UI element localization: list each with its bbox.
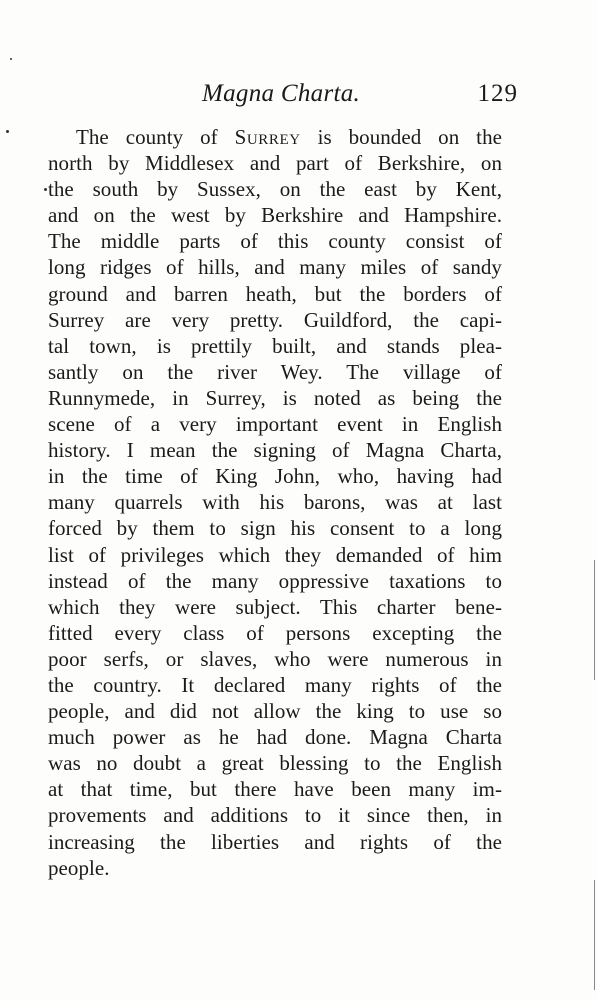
paragraph-line: The middle parts of this county consist of [48,229,502,254]
paragraph-line: north by Middlesex and part of Berkshire, on [48,151,502,176]
running-head [78,80,518,114]
paragraph-line: the south by Sussex, on the east by Kent, [48,177,502,202]
paragraph-line: poor serfs, or slaves, who were numerous in [48,646,502,671]
paragraph-line: history. I mean the signing of Magna Charta, [48,438,502,463]
paragraph-line: ground and barren heath, but the borders of [48,281,502,306]
paragraph-line: scene of a very important event in English [48,412,502,437]
paragraph-line: fitted every class of persons excepting the [48,620,502,645]
paragraph-line: was no doubt a great blessing to the English [48,751,502,776]
page-edge-line [594,880,595,990]
speck-mark [6,130,9,133]
paragraph-line: long ridges of hills, and many miles of sandy [48,255,502,280]
paragraph-line: The county of Surrey is bounded on the [76,125,502,149]
paragraph-line: the country. It declared many rights of the [48,672,502,697]
paragraph-line: much power as he had done. Magna Charta [48,725,502,750]
paragraph-line: instead of the many oppressive taxations to [48,568,502,593]
paragraph-line: Runnymede, in Surrey, is noted as being the [48,385,502,410]
paragraph-line: Surrey are very pretty. Guildford, the capi- [48,307,502,332]
county-name: Surrey [234,125,301,149]
paragraph-line: increasing the liberties and rights of the [48,829,502,854]
paragraph-line: list of privileges which they demanded of him [48,542,502,567]
paragraph-line: in the time of King John, who, having had [48,464,502,489]
paragraph-line: provements and additions to it since then, in [48,803,502,828]
paragraph-line: people, and did not allow the king to use so [48,699,502,724]
paragraph-line: tal town, is prettily built, and stands plea- [48,333,502,358]
running-title: Magna Charta. [202,80,361,107]
paragraph-line: forced by them to sign his consent to a long [48,516,502,541]
paragraph-line: and on the west by Berkshire and Hampshire. [48,203,502,228]
paragraph-line: at that time, but there have been many im- [48,777,502,802]
speck-mark [10,58,12,60]
page-edge-line [594,560,595,680]
paragraph-line: many quarrels with his barons, was at last [48,490,502,515]
body-paragraph [48,124,502,881]
speck-mark [44,188,47,191]
page-number: 129 [477,80,518,107]
paragraph-last-line: people. [48,855,110,880]
paragraph-line: which they were subject. This charter bene- [48,594,502,619]
paragraph-line: santly on the river Wey. The village of [48,359,502,384]
